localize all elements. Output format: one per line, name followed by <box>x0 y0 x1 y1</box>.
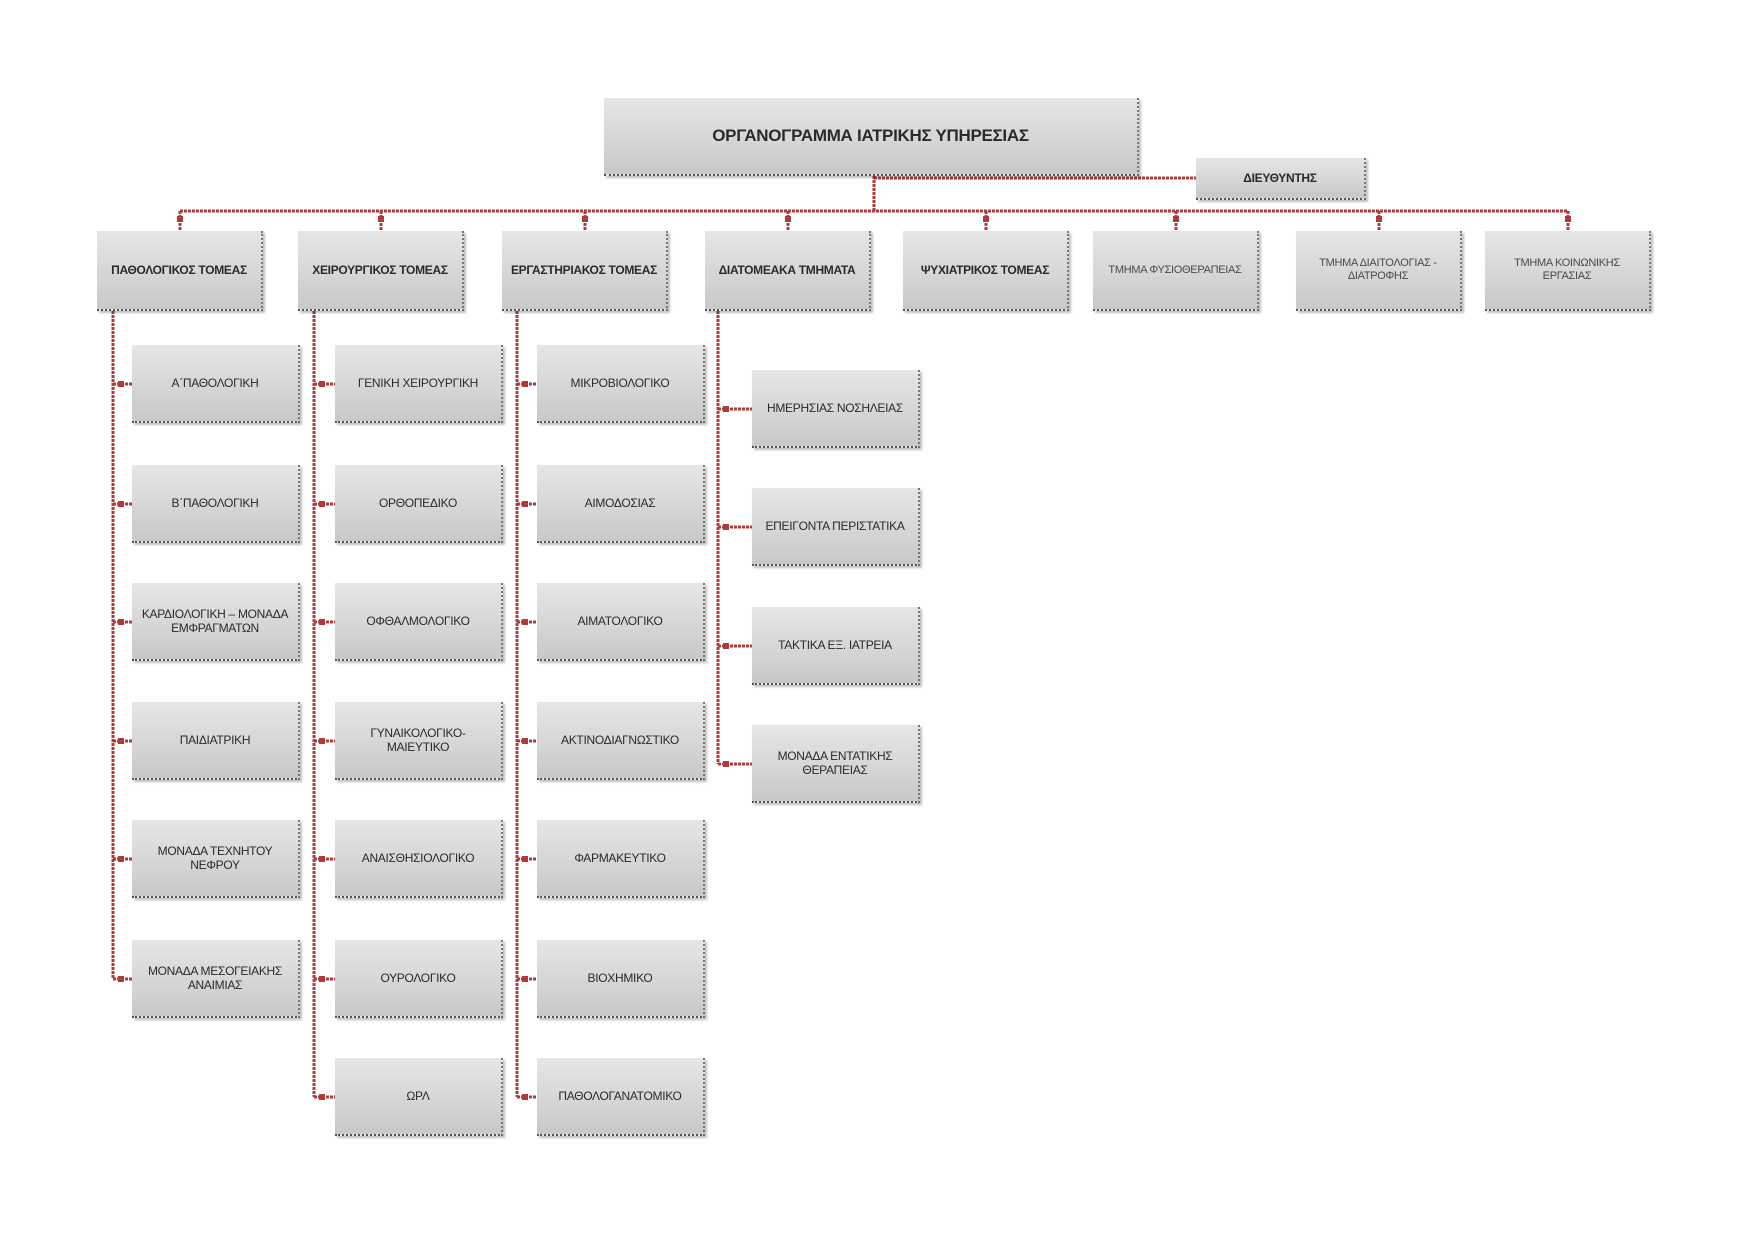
sector-label: ΧΕΙΡΟΥΡΓΙΚΟΣ ΤΟΜΕΑΣ <box>312 263 448 277</box>
unit-branch-tick <box>723 761 729 767</box>
unit-label: ΩΡΛ <box>406 1089 430 1103</box>
sector-drop-tick <box>785 216 791 222</box>
unit-label: ΜΙΚΡΟΒΙΟΛΟΓΙΚΟ <box>570 376 670 390</box>
unit-branch-tick <box>118 976 124 982</box>
unit-box <box>537 583 705 661</box>
unit-branch-tick <box>522 381 528 387</box>
unit-branch-tick <box>723 524 729 530</box>
unit-box <box>752 488 920 566</box>
unit-label: ΟΦΘΑΛΜΟΛΟΓΙΚΟ <box>366 614 470 628</box>
sector-box <box>502 231 668 311</box>
sector-label: ΕΡΓΑΣΤΗΡΙΑΚΟΣ ΤΟΜΕΑΣ <box>510 263 658 277</box>
sector-drop-tick <box>378 216 384 222</box>
sector-drop-tick <box>1376 216 1382 222</box>
unit-label: ΒΙΟΧΗΜΙΚΟ <box>587 971 653 985</box>
sector-label: ΠΑΘΟΛΟΓΙΚΟΣ ΤΟΜΕΑΣ <box>111 263 247 277</box>
unit-branch-tick <box>319 501 325 507</box>
unit-label: ΓΥΝΑΙΚΟΛΟΓΙΚΟ- ΜΑΙΕΥΤΙΚΟ <box>370 726 466 754</box>
unit-label: ΜΟΝΑΔΑ ΜΕΣΟΓΕΙΑΚΗΣ ΑΝΑΙΜΙΑΣ <box>147 964 283 992</box>
unit-box <box>537 465 705 543</box>
unit-label: Β΄ΠΑΘΟΛΟΓΙΚΗ <box>171 496 259 510</box>
unit-label: ΗΜΕΡΗΣΙΑΣ ΝΟΣΗΛΕΙΑΣ <box>766 401 903 415</box>
unit-branch-tick <box>522 738 528 744</box>
sector-label: ΤΜΗΜΑ ΔΙΑΙΤΟΛΟΓΙΑΣ - ΔΙΑΤΡΟΦΗΣ <box>1319 257 1437 282</box>
unit-branch-tick <box>118 501 124 507</box>
unit-box <box>537 702 705 780</box>
unit-label: ΟΡΘΟΠΕΔΙΚΟ <box>379 496 457 510</box>
chart-title: ΟΡΓΑΝΟΓΡΑΜΜΑ ΙΑΤΡΙΚΗΣ ΥΠΗΡΕΣΙΑΣ <box>604 98 1139 176</box>
sector-drop-tick <box>177 216 183 222</box>
sector-box <box>1485 231 1651 311</box>
unit-branch-tick <box>723 643 729 649</box>
unit-label: ΓΕΝΙΚΗ ΧΕΙΡΟΥΡΓΙΚΗ <box>357 376 479 390</box>
unit-box <box>132 345 300 423</box>
unit-branch-tick <box>723 406 729 412</box>
unit-label: ΜΟΝΑΔΑ ΤΕΧΝΗΤΟΥ ΝΕΦΡΟΥ <box>157 844 273 872</box>
director-box: ΔΙΕΥΘΥΝΤΗΣ <box>1196 158 1366 200</box>
sector-box <box>298 231 464 311</box>
unit-box <box>752 370 920 448</box>
unit-branch-tick <box>522 856 528 862</box>
unit-branch-tick <box>319 738 325 744</box>
unit-label: ΑΝΑΙΣΘΗΣΙΟΛΟΓΙΚΟ <box>361 851 475 865</box>
unit-box <box>752 725 920 803</box>
unit-box <box>335 702 503 780</box>
unit-branch-tick <box>522 976 528 982</box>
unit-branch-tick <box>522 1094 528 1100</box>
unit-label: ΠΑΘΟΛΟΓΑΝΑΤΟΜΙΚΟ <box>558 1089 682 1103</box>
sector-box <box>97 231 263 311</box>
sector-drop-tick <box>983 216 989 222</box>
unit-branch-tick <box>118 619 124 625</box>
unit-branch-tick <box>319 381 325 387</box>
sector-label: ΤΜΗΜΑ ΦΥΣΙΟΘΕΡΑΠΕΙΑΣ <box>1108 263 1242 276</box>
unit-box <box>335 940 503 1018</box>
unit-box <box>537 1058 705 1136</box>
unit-box <box>537 820 705 898</box>
unit-box <box>537 940 705 1018</box>
unit-box <box>335 583 503 661</box>
unit-box <box>537 345 705 423</box>
unit-branch-tick <box>319 856 325 862</box>
unit-label: ΤΑΚΤΙΚΑ ΕΞ. ΙΑΤΡΕΙΑ <box>778 638 892 652</box>
unit-box <box>335 345 503 423</box>
unit-box <box>132 940 300 1018</box>
unit-label: ΟΥΡΟΛΟΓΙΚΟ <box>380 971 456 985</box>
sector-box <box>1296 231 1462 311</box>
unit-label: ΕΠΕΙΓΟΝΤΑ ΠΕΡΙΣΤΑΤΙΚΑ <box>765 519 905 533</box>
sector-label: ΤΜΗΜΑ ΚΟΙΝΩΝΙΚΗΣ ΕΡΓΑΣΙΑΣ <box>1514 257 1620 282</box>
unit-box <box>132 583 300 661</box>
sector-label: ΔΙΑΤΟΜΕΑΚΑ ΤΜΗΜΑΤΑ <box>718 263 856 277</box>
sector-drop-tick <box>582 216 588 222</box>
unit-branch-tick <box>319 976 325 982</box>
sector-label: ΨΥΧΙΑΤΡΙΚΟΣ ΤΟΜΕΑΣ <box>920 263 1050 277</box>
unit-label: ΑΚΤΙΝΟΔΙΑΓΝΩΣΤΙΚΟ <box>561 733 679 747</box>
unit-label: ΜΟΝΑΔΑ ΕΝΤΑΤΙΚΗΣ ΘΕΡΑΠΕΙΑΣ <box>777 749 893 777</box>
unit-branch-tick <box>522 619 528 625</box>
sector-drop-tick <box>1565 216 1571 222</box>
unit-label: ΚΑΡΔΙΟΛΟΓΙΚΗ – ΜΟΝΑΔΑ ΕΜΦΡΑΓΜΑΤΩΝ <box>141 607 289 635</box>
unit-branch-tick <box>522 501 528 507</box>
sector-box <box>1093 231 1259 311</box>
unit-box <box>335 465 503 543</box>
unit-box <box>132 465 300 543</box>
sector-box <box>705 231 871 311</box>
unit-label: ΑΙΜΑΤΟΛΟΓΙΚΟ <box>577 614 663 628</box>
sector-drop-tick <box>1173 216 1179 222</box>
unit-branch-tick <box>118 738 124 744</box>
unit-box <box>132 820 300 898</box>
unit-branch-tick <box>319 1094 325 1100</box>
sector-box <box>903 231 1069 311</box>
unit-label: ΑΙΜΟΔΟΣΙΑΣ <box>584 496 656 510</box>
unit-branch-tick <box>118 856 124 862</box>
unit-box <box>335 1058 503 1136</box>
unit-box <box>132 702 300 780</box>
unit-box <box>752 607 920 685</box>
unit-box <box>335 820 503 898</box>
unit-branch-tick <box>118 381 124 387</box>
unit-label: Α΄ΠΑΘΟΛΟΓΙΚΗ <box>171 376 259 390</box>
unit-branch-tick <box>319 619 325 625</box>
unit-label: ΠΑΙΔΙΑΤΡΙΚΗ <box>179 733 251 747</box>
unit-label: ΦΑΡΜΑΚΕΥΤΙΚΟ <box>574 851 666 865</box>
